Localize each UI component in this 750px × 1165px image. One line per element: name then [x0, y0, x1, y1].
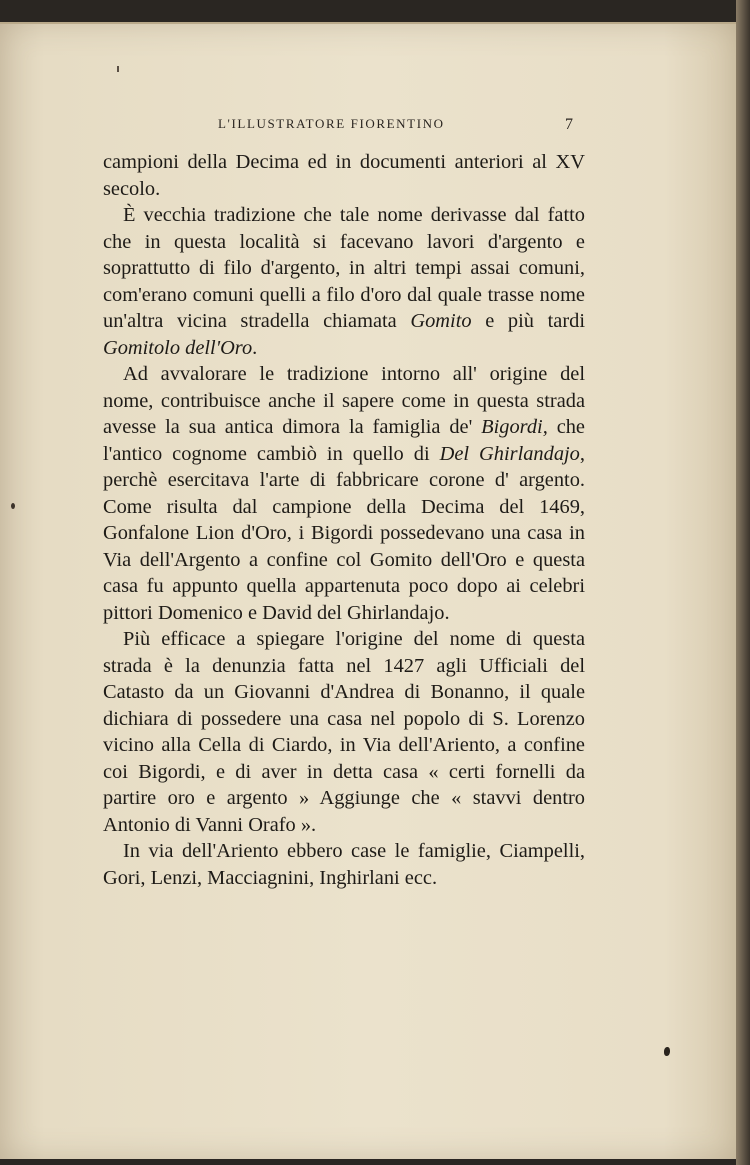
italic-run: Bigordi,	[481, 416, 548, 438]
paragraph-4: Più efficace a spiegare l'origine del nome di questa strada è la denunzia fatta nel 1427 agli Ufficiali del Catasto da un Giovanni d'Andrea di Bonanno, il quale dichiara di possedere una casa nel popolo di S. Lorenzo vicino alla Cella di Ciardo, in Via dell'Ariento, a confine coi Bigordi, e di aver in detta casa « certi fornelli da partire oro e argento » Aggiunge che « stavvi dentro Antonio di Vanni Orafo ».	[103, 628, 585, 836]
ink-speck	[117, 66, 119, 72]
text-run: che l'antico cognome cambiò in quello di	[103, 416, 585, 465]
body-text	[103, 149, 585, 891]
ink-speck	[664, 1047, 670, 1056]
paragraph-5: In via dell'Ariento ebbero case le famiglie, Ciampelli, Gori, Lenzi, Macciagnini, Inghirlani ecc.	[103, 840, 585, 889]
text-run: .	[252, 336, 258, 359]
text-run: Ad avvalorare le tradizione intorno all' origine del nome, contribuisce anche il sapere come in questa strada avesse la sua antica dimora la famiglia de'	[103, 363, 585, 438]
italic-run: Gomito	[410, 310, 472, 332]
italic-run: Gomitolo dell'Oro	[103, 336, 253, 359]
text-run: e più tardi	[471, 310, 586, 332]
page-number: 7	[565, 116, 573, 133]
italic-run: Del Ghirlandajo	[439, 442, 580, 465]
paragraph-1: campioni della Decima ed in documenti anteriori al XV secolo.	[103, 151, 585, 200]
paragraph-3	[103, 361, 585, 626]
text-run: È vecchia tradizione che tale nome derivasse dal fatto che in questa località si facevano lavori d'argento e soprattutto di filo d'argento, in altri tempi assai comuni, com'erano comuni quelli a filo d'oro dal quale trasse nome un'altra vicina stradella chiamata	[103, 204, 585, 332]
ink-speck	[11, 503, 15, 509]
page-header	[0, 116, 750, 136]
paragraph-2	[103, 202, 585, 361]
page-edge	[736, 0, 750, 1165]
text-run: , perchè esercitava l'arte di fabbricare corone d' argento. Come risulta dal campione della Decima del 1469, Gonfalone Lion d'Oro, i Bigordi possedevano una casa in Via dell'Argento a confine col Gomito dell'Oro e questa casa fu appunto quella appartenuta poco dopo ai celebri pittori Domenico e David del Ghirlandajo.	[103, 442, 585, 624]
running-title: L'ILLUSTRATORE FIORENTINO	[218, 116, 445, 131]
